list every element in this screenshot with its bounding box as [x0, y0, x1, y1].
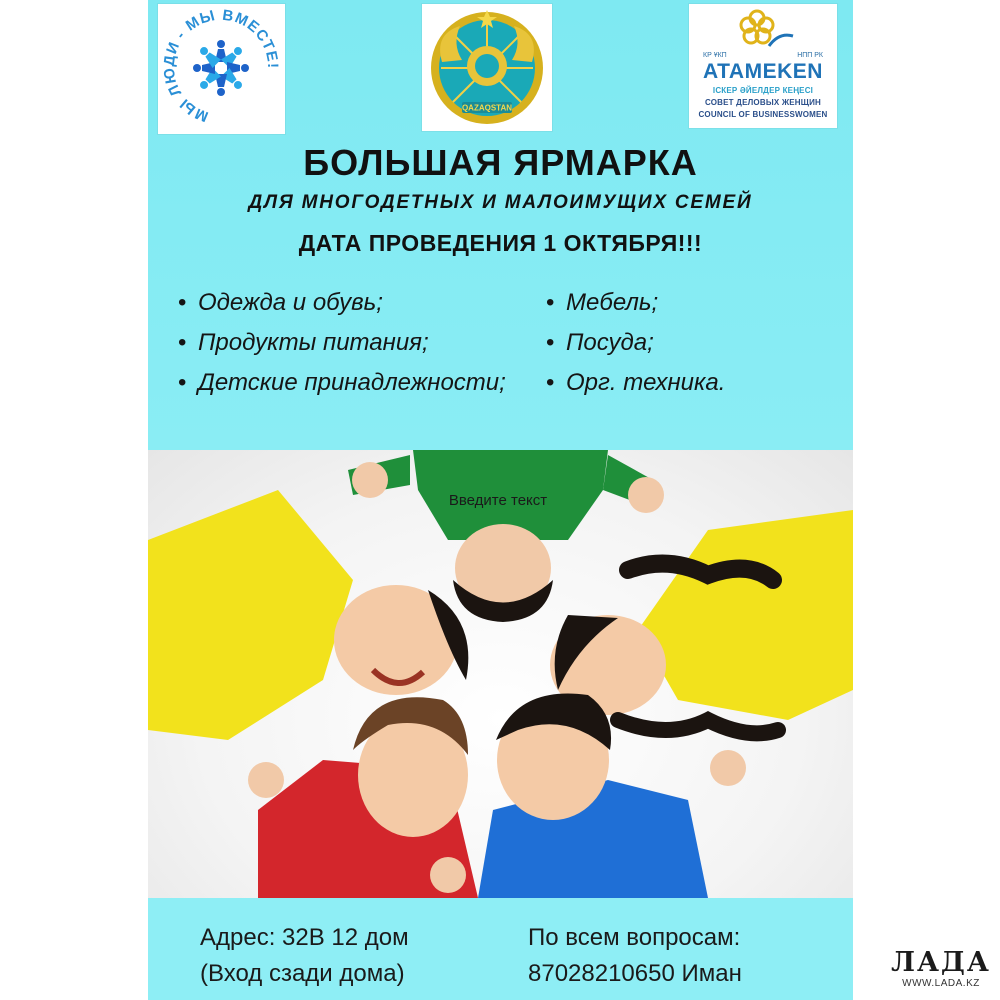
atameken-line-ru: СОВЕТ ДЕЛОВЫХ ЖЕНЩИН — [704, 98, 822, 107]
photo-overlay-text: Введите текст — [448, 492, 548, 509]
ring-text: МЫ ЛЮДИ - МЫ ВМЕСТЕ! — [160, 6, 282, 126]
children-illustration — [148, 450, 853, 898]
atameken-line-kz: ІСКЕР ӘЙЕЛДЕР КЕҢЕСІ — [712, 86, 814, 95]
list-item: • Детские принадлежности; — [176, 363, 506, 403]
contact-phone: 87028210650 Иман — [528, 960, 742, 987]
atameken-small-labels — [689, 52, 837, 59]
emblem-icon — [422, 4, 552, 131]
children-photo — [148, 450, 853, 898]
list-item: • Продукты питания; — [176, 323, 506, 363]
poster — [148, 0, 853, 1000]
list-item: • Посуда; — [544, 323, 844, 363]
atameken-small-left: КР ҰКП — [703, 52, 727, 59]
emblem-label: QAZAQSTAN — [461, 103, 513, 113]
list-item: • Одежда и обувь; — [176, 283, 506, 323]
contact-block — [528, 920, 742, 992]
poster-title: БОЛЬШАЯ ЯРМАРКА — [303, 142, 698, 183]
atameken-name: ATAMEKEN — [703, 60, 823, 83]
atameken-logo — [689, 4, 837, 128]
watermark-name: ЛАДА — [891, 947, 991, 978]
contact-heading: По всем вопросам: — [528, 924, 741, 951]
address-line: Адрес: 32В 12 дом — [200, 924, 409, 951]
goods-list-right — [544, 283, 844, 403]
poster-subtitle: ДЛЯ МНОГОДЕТНЫХ И МАЛОИМУЩИХ СЕМЕЙ — [248, 192, 753, 213]
list-item: • Орг. техника. — [544, 363, 844, 403]
address-note: (Вход сзади дома) — [200, 960, 405, 987]
goods-list-left — [176, 283, 506, 403]
state-emblem-logo — [422, 4, 552, 131]
event-date: ДАТА ПРОВЕДЕНИЯ 1 ОКТЯБРЯ!!! — [298, 230, 703, 256]
lada-watermark — [886, 948, 996, 989]
atameken-line-en: COUNCIL OF BUSINESSWOMEN — [698, 110, 828, 119]
footer — [148, 898, 853, 1000]
address-block — [200, 920, 409, 992]
atameken-small-right: НПП РК — [797, 52, 823, 59]
watermark-site: WWW.LADA.KZ — [902, 978, 980, 989]
flower-icon — [689, 6, 837, 54]
people-ring-icon — [158, 4, 285, 134]
list-item: • Мебель; — [544, 283, 844, 323]
we-are-together-logo — [158, 4, 285, 134]
